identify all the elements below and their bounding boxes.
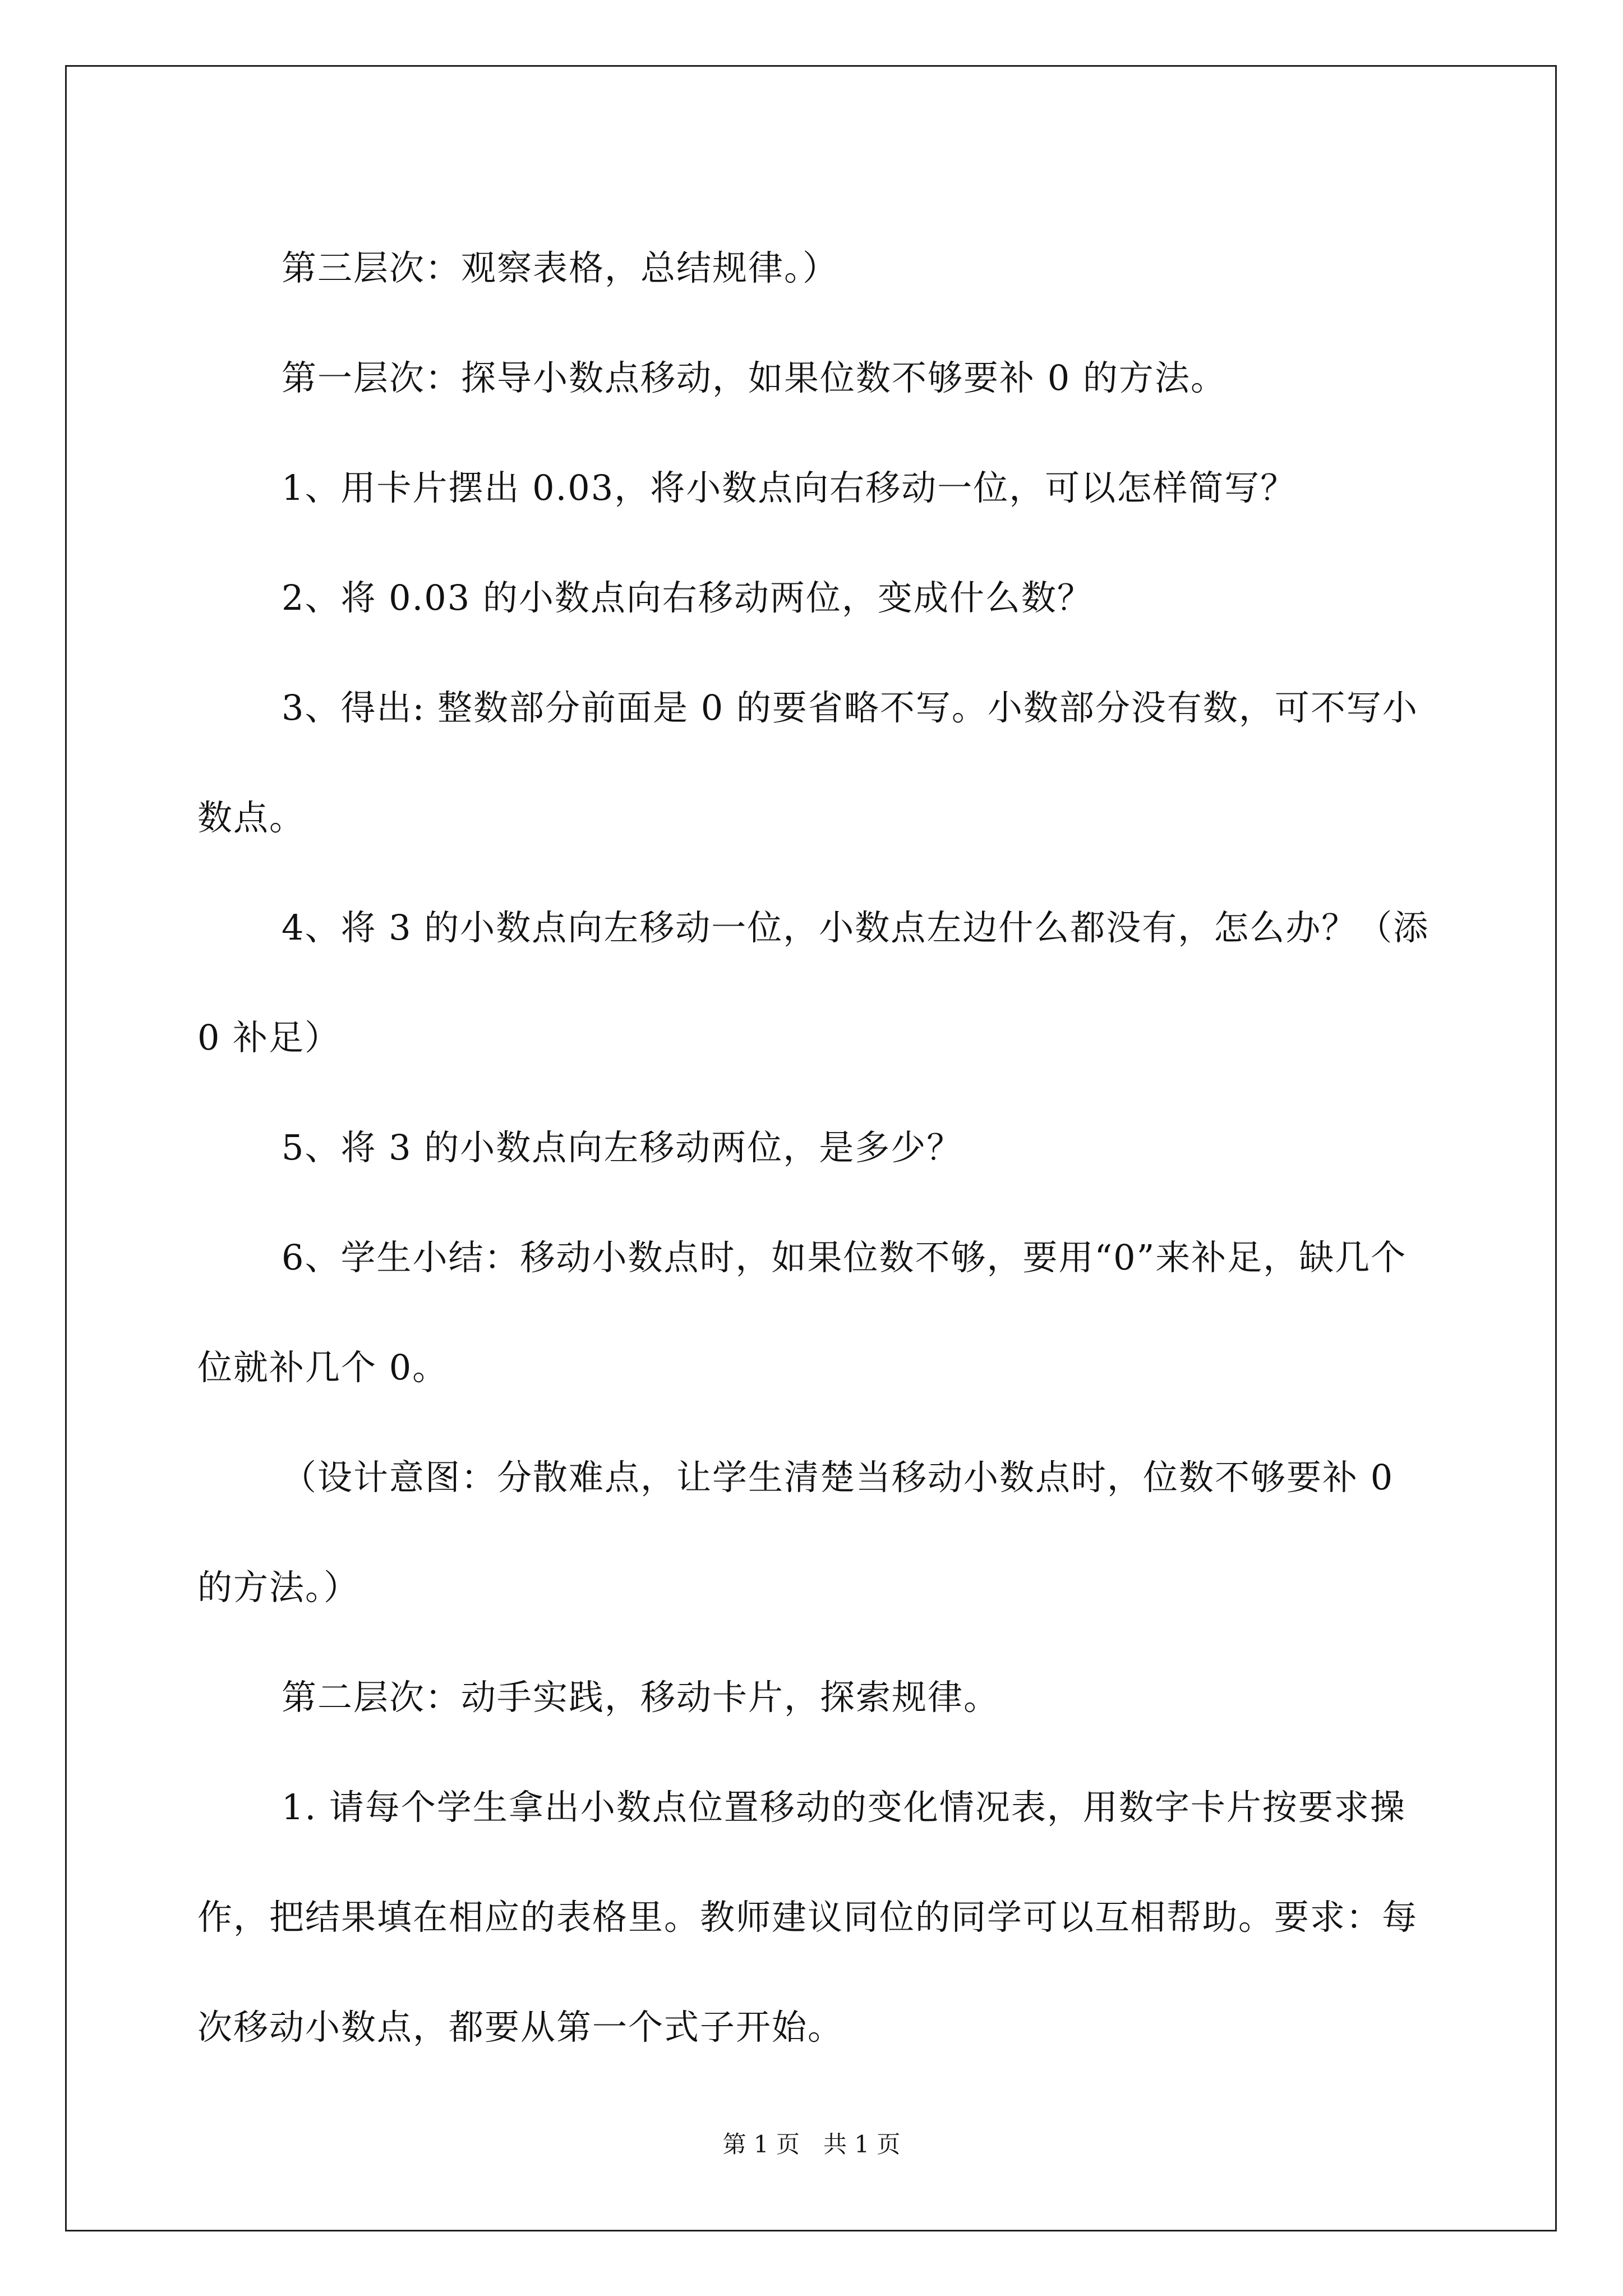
paragraph-level-three: 第三层次：观察表格，总结规律。）: [282, 247, 839, 288]
document-body: [197, 213, 1440, 2082]
paragraph-step-6: 6、学生小结：移动小数点时，如果位数不够，要用“0”来补足，缺几个位就补几个 0。: [197, 1237, 1407, 1388]
paragraph-level-one: 第一层次：探导小数点移动，如果位数不够要补 0 的方法。: [282, 357, 1227, 398]
paragraph-step-4: 4、将 3 的小数点向左移动一位，小数点左边什么都没有，怎么办？（添 0 补足）: [197, 907, 1430, 1058]
paragraph-step-2: 2、将 0.03 的小数点向右移动两位，变成什么数？: [282, 577, 1093, 618]
paragraph-step-5: 5、将 3 的小数点向左移动两位，是多少？: [282, 1127, 963, 1168]
paragraph-design-intent: （设计意图：分散难点，让学生清楚当移动小数点时，位数不够要补 0 的方法。）: [197, 1457, 1394, 1608]
paragraph-step-3: 3、得出: 整数部分前面是 0 的要省略不写。小数部分没有数，可不写小数点。: [197, 687, 1418, 838]
paragraph-step-1: 1、用卡片摆出 0.03，将小数点向右移动一位，可以怎样简写？: [282, 467, 1297, 508]
paragraph-instruction-1: 1. 请每个学生拿出小数点位置移动的变化情况表，用数字卡片按要求操作，把结果填在相应的表格里。教师建议同位的同学可以互相帮助。要求：每次移动小数点，都要从第一个式子开始。: [197, 1787, 1418, 2047]
page-footer: 第 1 页 共 1 页: [722, 2131, 901, 2158]
paragraph-level-two: 第二层次：动手实践，移动卡片，探索规律。: [282, 1677, 1000, 1718]
